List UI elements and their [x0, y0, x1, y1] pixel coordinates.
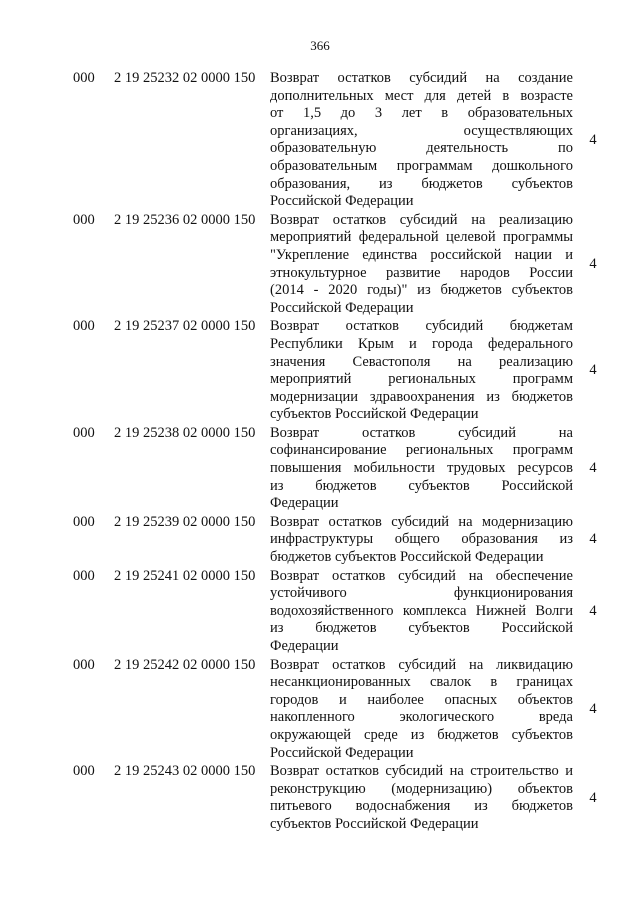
norm-value: 4: [589, 789, 597, 806]
name-line: Возврат остатков субсидий на строительство и: [270, 763, 573, 780]
name-line: Республики Крым и города федерального: [270, 335, 573, 352]
page-number: 366: [310, 38, 330, 53]
table-row: [0, 568, 640, 656]
name-line: образовательную деятельность по: [270, 140, 573, 157]
name-line: питьевого водоснабжения из бюджетов: [270, 798, 573, 815]
name-line: инфраструктуры общего образования из: [270, 531, 573, 548]
name-line: субъектов Российской Федерации: [270, 815, 479, 832]
revenue-code: 2 19 25243 02 0000 150: [114, 763, 256, 780]
admin-code: 000: [73, 70, 95, 86]
revenue-name: [270, 212, 573, 318]
revenue-code: 2 19 25239 02 0000 150: [114, 513, 256, 530]
name-line: Российской Федерации: [270, 744, 414, 761]
revenue-name: [270, 657, 573, 763]
table-row: [0, 212, 640, 318]
name-line: мероприятий региональных программ: [270, 371, 573, 388]
name-line: Возврат остатков субсидий на ликвидацию: [270, 656, 573, 673]
budget-code-table: [0, 70, 640, 835]
norm-value: 4: [589, 255, 597, 272]
norm-value: 4: [589, 460, 597, 477]
name-line: (2014 - 2020 годы)" из бюджетов субъектов: [270, 282, 573, 299]
name-line: устойчивого функционирования: [270, 585, 573, 602]
admin-code: 000: [73, 763, 95, 780]
admin-code: 000: [73, 567, 95, 584]
name-line: от 1,5 до 3 лет в образовательных: [270, 105, 573, 122]
revenue-code: 2 19 25242 02 0000 150: [114, 656, 256, 673]
name-line: повышения мобильности трудовых ресурсов: [270, 460, 573, 477]
revenue-name: [270, 514, 573, 567]
revenue-name: [270, 425, 573, 513]
revenue-name: [270, 763, 573, 833]
name-line: Возврат остатков субсидий на создание: [270, 70, 573, 86]
name-line: Возврат остатков субсидий бюджетам: [270, 318, 573, 335]
revenue-name: [270, 568, 573, 656]
name-line: Возврат остатков субсидий на реализацию: [270, 211, 573, 228]
name-line: организациях, осуществляющих: [270, 122, 573, 139]
name-line: из бюджетов субъектов Российской: [270, 477, 573, 494]
revenue-code: 2 19 25237 02 0000 150: [114, 318, 256, 335]
name-line: реконструкцию (модернизацию) объектов: [270, 780, 573, 797]
norm-value: 4: [589, 531, 597, 548]
norm-value: 4: [589, 700, 597, 717]
name-line: накопленного экологического вреда: [270, 709, 573, 726]
table-row: [0, 763, 640, 833]
norm-value: 4: [589, 131, 597, 148]
admin-code: 000: [73, 656, 95, 673]
revenue-code: 2 19 25241 02 0000 150: [114, 567, 256, 584]
name-line: Возврат остатков субсидий на: [270, 424, 573, 441]
norm-value: 4: [589, 602, 597, 619]
name-line: Возврат остатков субсидий на модернизацию: [270, 513, 573, 530]
table-row: [0, 318, 640, 424]
norm-value: 4: [589, 362, 597, 379]
name-line: образовательным программам дошкольного: [270, 157, 573, 174]
name-line: софинансирование региональных программ: [270, 442, 573, 459]
table-row: [0, 70, 640, 211]
admin-code: 000: [73, 318, 95, 335]
admin-code: 000: [73, 424, 95, 441]
revenue-name: [270, 318, 573, 424]
name-line: Федерации: [270, 638, 339, 654]
name-line: Федерации: [270, 495, 339, 512]
name-line: образования, из бюджетов субъектов: [270, 175, 573, 192]
table-row: [0, 657, 640, 763]
name-line: дополнительных мест для детей в возрасте: [270, 87, 573, 104]
name-line: несанкционированных свалок в границах: [270, 674, 573, 691]
name-line: Российской Федерации: [270, 299, 414, 316]
revenue-code: 2 19 25238 02 0000 150: [114, 424, 256, 441]
name-line: из бюджетов субъектов Российской: [270, 620, 573, 637]
table-row: [0, 425, 640, 513]
admin-code: 000: [73, 211, 95, 228]
name-line: водохозяйственного комплекса Нижней Волги: [270, 602, 573, 619]
name-line: Возврат остатков субсидий на обеспечение: [270, 567, 573, 584]
name-line: Российской Федерации: [270, 193, 414, 210]
name-line: "Укрепление единства российской нации и: [270, 246, 573, 263]
name-line: бюджетов субъектов Российской Федерации: [270, 549, 544, 566]
revenue-name: [270, 70, 573, 211]
revenue-code: 2 19 25236 02 0000 150: [114, 211, 256, 228]
table-row: [0, 514, 640, 567]
name-line: мероприятий федеральной целевой программы: [270, 229, 573, 246]
name-line: этнокультурное развитие народов России: [270, 264, 573, 281]
name-line: значения Севастополя на реализацию: [270, 353, 573, 370]
name-line: субъектов Российской Федерации: [270, 406, 479, 423]
admin-code: 000: [73, 513, 95, 530]
name-line: окружающей среде из бюджетов субъектов: [270, 726, 573, 743]
name-line: модернизации здравоохранения из бюджетов: [270, 388, 573, 405]
revenue-code: 2 19 25232 02 0000 150: [114, 70, 256, 86]
name-line: городов и наиболее опасных объектов: [270, 691, 573, 708]
